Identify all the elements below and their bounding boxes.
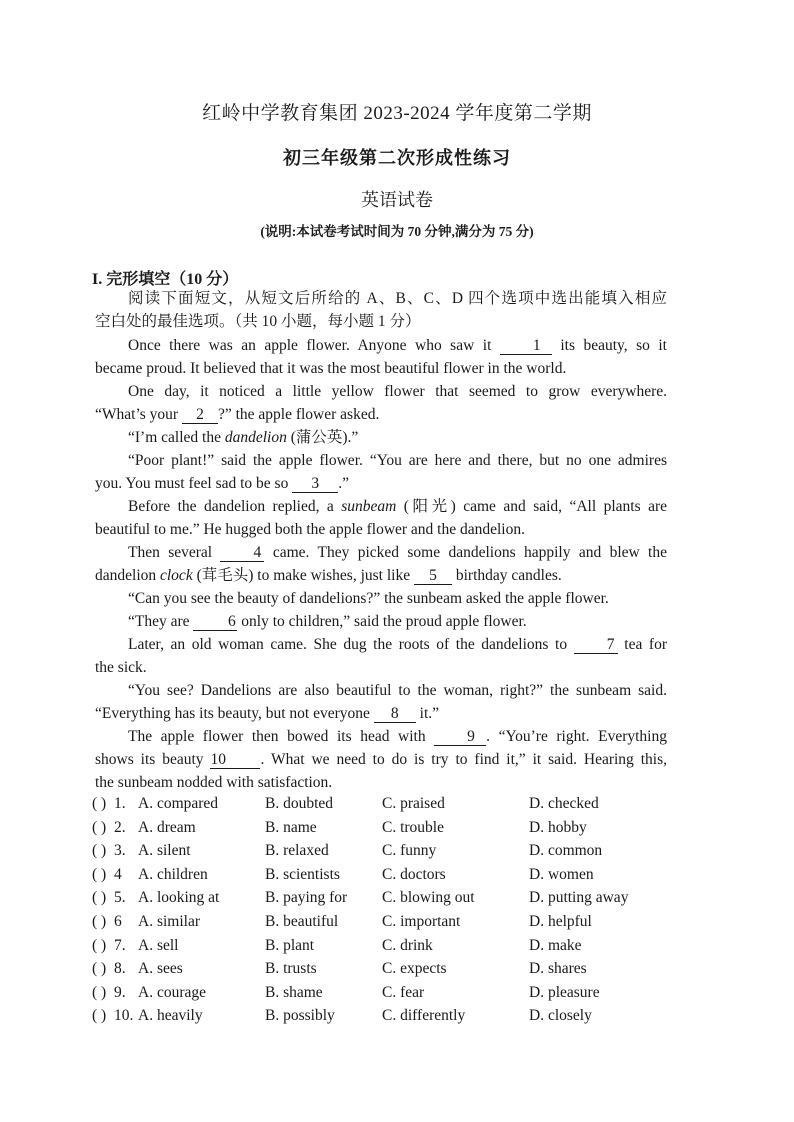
option-b: B. paying for <box>265 889 348 907</box>
option-d: D. common <box>529 842 603 860</box>
option-b: B. beautiful <box>265 912 339 930</box>
option-b: B. relaxed <box>265 842 329 860</box>
exam-note: (说明:本试卷考试时间为 70 分钟,满分为 75 分) <box>260 224 534 239</box>
answer-paren[interactable]: ( ) <box>92 865 107 883</box>
option-d: D. pleasure <box>529 983 600 1001</box>
option-c: C. drink <box>382 936 433 954</box>
option-d: D. hobby <box>529 818 587 836</box>
passage-paragraph-11: The apple flower then bowed its head with 9 . “You’re right. Everything shows its beauty 10 . What we need to do is try to find it,” it said. Hearing this, the sunbeam nodded with satisfaction. <box>95 728 667 792</box>
answer-paren[interactable]: ( ) <box>92 912 107 930</box>
option-d: D. women <box>529 865 594 883</box>
answer-paren[interactable]: ( ) <box>92 1007 107 1025</box>
option-d: D. putting away <box>529 889 629 907</box>
option-b: B. trusts <box>265 960 317 978</box>
passage-paragraph-8: “They are 6 only to children,” said the proud apple flower. <box>128 613 527 630</box>
option-a: A. looking at <box>138 889 220 907</box>
option-b: B. name <box>265 818 317 836</box>
section-heading: I. 完形填空（10 分） <box>92 271 239 288</box>
option-d: D. helpful <box>529 912 592 930</box>
option-c: C. fear <box>382 983 425 1001</box>
option-b: B. possibly <box>265 1007 335 1025</box>
option-c: C. trouble <box>382 818 444 836</box>
passage-paragraph-7: “Can you see the beauty of dandelions?” the sunbeam asked the apple flower. <box>128 590 609 607</box>
option-a: A. sell <box>138 936 179 954</box>
option-c: C. important <box>382 912 461 930</box>
passage-paragraph-9: Later, an old woman came. She dug the roots of the dandelions to 7 tea for the sick. <box>95 636 667 677</box>
option-a: A. heavily <box>138 1007 203 1025</box>
option-d: D. checked <box>529 795 599 812</box>
blank-5: 5 <box>414 567 452 585</box>
option-a: A. courage <box>138 983 206 1001</box>
answer-paren[interactable]: ( ) <box>92 795 107 812</box>
passage-paragraph-4: “Poor plant!” said the apple flower. “You are here and there, but no one admires you. You must feel sad to be so 3 .” <box>95 452 667 493</box>
option-a: A. similar <box>138 912 200 930</box>
option-b: B. shame <box>265 983 323 1001</box>
blank-10: 10 <box>210 751 260 769</box>
blank-8: 8 <box>374 705 416 723</box>
answer-paren[interactable]: ( ) <box>92 960 107 978</box>
passage-paragraph-5: Before the dandelion replied, a sunbeam (阳光) came and said, “All plants are beautiful to me.” He hugged both the apple flower and the dandelion. <box>95 498 667 539</box>
option-d: D. closely <box>529 1007 592 1025</box>
blank-1: 1 <box>500 337 552 355</box>
blank-9: 9 <box>434 728 486 746</box>
option-d: D. make <box>529 936 582 954</box>
option-a: A. dream <box>138 818 196 836</box>
passage-paragraph-6: Then several 4 came. They picked some dandelions happily and blew the dandelion clock (茸毛头) to make wishes, just like 5 birthday candles. <box>95 544 667 585</box>
passage-paragraph-10: “You see? Dandelions are also beautiful to the woman, right?” the sunbeam said. “Everything has its beauty, but not everyone 8 it.” <box>95 682 667 723</box>
option-d: D. shares <box>529 960 587 978</box>
answer-paren[interactable]: ( ) <box>92 983 107 1001</box>
option-b: B. doubted <box>265 795 334 812</box>
answer-paren[interactable]: ( ) <box>92 842 107 860</box>
option-b: B. scientists <box>265 865 340 883</box>
answer-paren[interactable]: ( ) <box>92 889 107 907</box>
option-a: A. children <box>138 865 208 883</box>
option-c: C. differently <box>382 1007 466 1025</box>
option-a: A. silent <box>138 842 191 860</box>
blank-6: 6 <box>193 613 237 631</box>
option-b: B. plant <box>265 936 315 954</box>
instructions <box>95 287 667 333</box>
blank-3: 3 <box>292 475 338 493</box>
passage-paragraph-2: One day, it noticed a little yellow flower that seemed to grow everywhere. “What’s your 2 ?” the apple flower asked. <box>95 383 667 424</box>
instructions-line-2: 空白处的最佳选项。（共 10 小题，每小题 1 分） <box>95 313 421 331</box>
answer-paren[interactable]: ( ) <box>92 818 107 836</box>
passage-paragraph-3: “I’m called the dandelion (蒲公英).” <box>128 429 359 446</box>
blank-4: 4 <box>220 544 264 562</box>
exam-title: 初三年级第二次形成性练习 <box>283 148 511 168</box>
instructions-line-1: 阅读下面短文，从短文后所给的 A、B、C、D 四个选项中选出能填入相应 <box>128 290 667 307</box>
school-title: 红岭中学教育集团 2023-2024 学年度第二学期 <box>202 103 592 124</box>
option-c: C. doctors <box>382 865 446 883</box>
option-c: C. praised <box>382 795 445 812</box>
blank-2: 2 <box>182 406 218 424</box>
option-c: C. expects <box>382 960 447 978</box>
blank-7: 7 <box>574 636 618 654</box>
subject-title: 英语试卷 <box>361 190 433 210</box>
option-c: C. blowing out <box>382 889 475 907</box>
option-a: A. sees <box>138 960 183 978</box>
passage-paragraph-1: Once there was an apple flower. Anyone who saw it 1 its beauty, so it became proud. It believed that it was the most beautiful flower in the world. <box>95 337 667 378</box>
option-a: A. compared <box>138 795 219 812</box>
option-c: C. funny <box>382 842 437 860</box>
answer-paren[interactable]: ( ) <box>92 936 107 954</box>
